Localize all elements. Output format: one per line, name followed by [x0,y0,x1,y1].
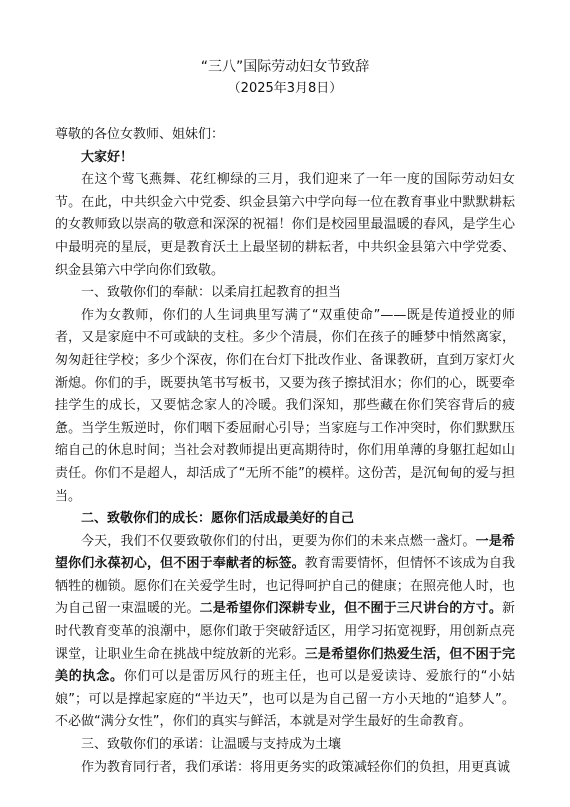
section-3-heading: 三、致敬你们的承诺：让温暖与支持成为土壤 [81,737,342,753]
section-2-bold-2: 二是希望你们深耕专业，但不囿于三尺讲台的方寸。 [199,601,502,617]
intro-paragraph: 在这个莺飞燕舞、花红柳绿的三月，我们迎来了一年一度的国际劳动妇女节。在此，中共织金六中党委、织金县第六中学向每一位在教育事业中默默耕耘的女教师致以崇高的敬意和深深的祝福！你们是校园里最温暖的春风，是学生心中最明亮的星辰，更是教育沃土上最坚韧的耕耘者，中共织金县第六中学党委、织金县第六中学向你们致敬。 [55,172,515,278]
section-1-heading: 一、致敬你们的奉献：以柔肩扛起教育的担当 [81,285,342,301]
section-2-bold-1: 一是希望你们永葆初心，但不困于奉献者的标签。 [55,533,515,572]
section-2-bold-3: 三是希望你们热爱生活，但不困于完美的执念。 [55,646,515,685]
section-2-heading: 二、致敬你们的成长：愿你们活成最美好的自己 [81,511,355,527]
section-2-text-3: 新时代教育变革的浪潮中，愿你们敢于突破舒适区，用学习拓宽视野，用创新点亮课堂，让职业生命在挑战中绽放新的光彩。 [55,601,515,662]
section-2-paragraph [55,531,515,734]
section-2-text-2: 教育需要情怀，但情怀不该成为自我牺牲的枷锁。愿你们在关爱学生时，也记得呵护自己的健康；在照亮他人时，也为自己留一束温暖的光。 [55,556,515,617]
section-3-paragraph: 作为教育同行者，我们承诺：将用更务实的政策减轻你们的负担，用更真诚 [81,759,511,775]
document-body [55,124,515,779]
document-title: “三八”国际劳动妇女节致辞 [200,59,370,75]
salutation: 尊敬的各位女教师、姐妹们： [55,127,225,142]
document-date: （2025年3月8日） [227,81,343,96]
section-2-text-4: 你们可以是雷厉风行的班主任，也可以是爱读诗、爱旅行的“小姑娘”；可以是撑起家庭的“半边天”，也可以是为自己留一方小天地的“追梦人”。不必做“满分女性”，你们的真实与鲜活，本就是对学生最好的生命教育。 [55,669,515,730]
section-2-text-1: 今天，我们不仅要致敬你们的付出，更要为你们的未来点燃一盏灯。 [81,533,476,549]
section-1-paragraph: 作为女教师，你们的人生词典里写满了“双重使命”——既是传道授业的师者，又是家庭中不可或缺的支柱。多少个清晨，你们在孩子的睡梦中悄然离家，匆匆赶往学校；多少个深夜，你们在台灯下批改作业、备课教研，直到万家灯火渐熄。你们的手，既要执笔书写板书，又要为孩子擦拭泪水；你们的心，既要牵挂学生的成长，又要惦念家人的冷暖。我们深知，那些藏在你们笑容背后的疲惫。当学生叛逆时，你们咽下委屈耐心引导；当家庭与工作冲突时，你们默默压缩自己的休息时间；当社会对教师提出更高期待时，你们用单薄的身躯扛起如山责任。你们不是超人，却活成了“无所不能”的模样。这份苦，是沉甸甸的爱与担当。 [55,307,515,504]
greeting: 大家好！ [81,149,134,165]
